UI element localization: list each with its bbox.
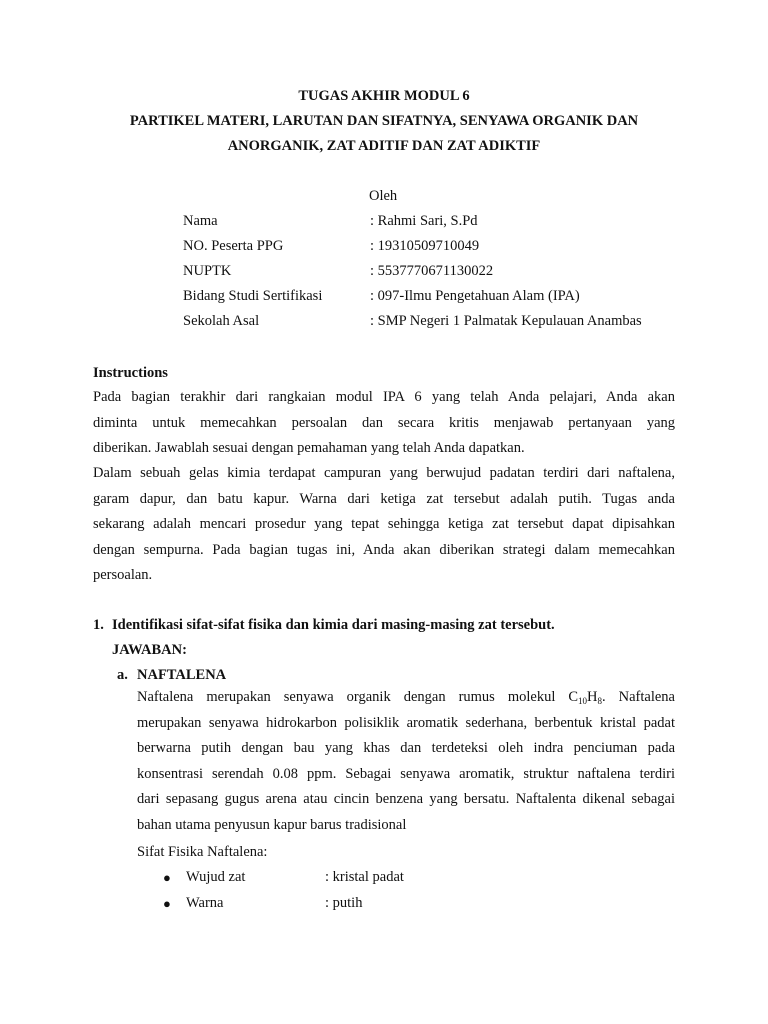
oleh-label: Oleh — [369, 188, 398, 204]
title-line-2: PARTIKEL MATERI, LARUTAN DAN SIFATNYA, SENYAWA ORGANIK DAN — [129, 113, 639, 129]
text-line: Dalam sebuah gelas kimia terdapat campuran yang berwujud padatan terdiri dari naftalena, — [93, 465, 675, 481]
text-line: diminta untuk memecahkan persoalan dan secara kritis menjawab pertanyaan yang — [93, 414, 675, 431]
info-label-nama: Nama — [183, 213, 218, 229]
formula-prefix: Naftalena merupakan senyawa organik dengan rumus molekul C — [137, 689, 579, 705]
info-value-peserta: : 19310509710049 — [370, 238, 480, 254]
info-value-bidang: : 097-Ilmu Pengetahuan Alam (IPA) — [370, 288, 580, 304]
formula-subscript-h: 8 — [597, 696, 603, 706]
property-label-warna: Warna — [186, 895, 224, 911]
sub-a-letter: a. — [117, 667, 128, 683]
title-line-1: TUGAS AKHIR MODUL 6 — [298, 88, 470, 104]
instructions-heading: Instructions — [93, 365, 168, 381]
property-label-wujud: Wujud zat — [186, 869, 246, 885]
info-label-peserta: NO. Peserta PPG — [183, 238, 284, 254]
answer-label: JAWABAN: — [112, 642, 187, 658]
info-label-sekolah: Sekolah Asal — [183, 313, 260, 329]
text-line: bahan utama penyusun kapur barus tradisional — [137, 816, 407, 833]
formula-h: H — [587, 689, 598, 705]
sifat-fisika-heading: Sifat Fisika Naftalena: — [137, 844, 268, 860]
text-line-with-formula — [137, 685, 675, 711]
bullet-icon: ● — [163, 896, 171, 911]
formula-suffix: . Naftalena — [602, 689, 675, 705]
property-value-wujud: : kristal padat — [325, 869, 404, 885]
text-line: persoalan. — [93, 567, 153, 583]
text-line: Pada bagian terakhir dari rangkaian modul IPA 6 yang telah Anda pelajari, Anda akan — [93, 389, 675, 405]
text-line: merupakan senyawa hidrokarbon polisiklik aromatik sederhana, berbentuk kristal padat — [137, 714, 675, 731]
text-line: berwarna putih dengan bau yang khas dan terdeteksi oleh indra penciuman pada — [137, 740, 675, 756]
title-line-3: ANORGANIK, ZAT ADITIF DAN ZAT ADIKTIF — [227, 138, 541, 154]
naftalena-paragraph — [137, 685, 675, 838]
property-value-warna: : putih — [325, 895, 363, 911]
question-1-number: 1. — [93, 617, 104, 633]
text-line: dari sepasang gugus arena atau cincin benzena yang bersatu. Naftalenta dikenal sebagai — [137, 791, 675, 807]
bullet-icon: ● — [163, 870, 171, 885]
text-line: diberikan. Jawablah sesuai dengan pemahaman yang telah Anda dapatkan. — [93, 440, 525, 456]
text-line: sekarang adalah mencari prosedur yang tepat sehingga ketiga zat tersebut dapat dipisahkan — [93, 516, 675, 532]
instructions-paragraph-1 — [93, 385, 675, 462]
question-1-text: Identifikasi sifat-sifat fisika dan kimia dari masing-masing zat tersebut. — [112, 617, 555, 633]
info-value-nuptk: : 5537770671130022 — [370, 263, 494, 279]
info-label-bidang: Bidang Studi Sertifikasi — [183, 288, 323, 304]
info-value-nama: : Rahmi Sari, S.Pd — [370, 213, 478, 229]
info-label-nuptk: NUPTK — [183, 263, 232, 279]
sub-a-title: NAFTALENA — [137, 667, 227, 683]
info-value-sekolah: : SMP Negeri 1 Palmatak Kepulauan Anambas — [370, 313, 642, 329]
formula-subscript-c: 10 — [578, 696, 588, 706]
text-line: dengan sempurna. Pada bagian tugas ini, Anda akan diberikan strategi dalam memecahkan — [93, 541, 675, 558]
text-line: konsentrasi serendah 0.08 ppm. Sebagai senyawa aromatik, struktur naftalena terdiri — [137, 765, 675, 782]
instructions-paragraph-2 — [93, 461, 675, 589]
text-line: garam dapur, dan batu kapur. Warna dari ketiga zat tersebut adalah putih. Tugas anda — [93, 490, 675, 507]
